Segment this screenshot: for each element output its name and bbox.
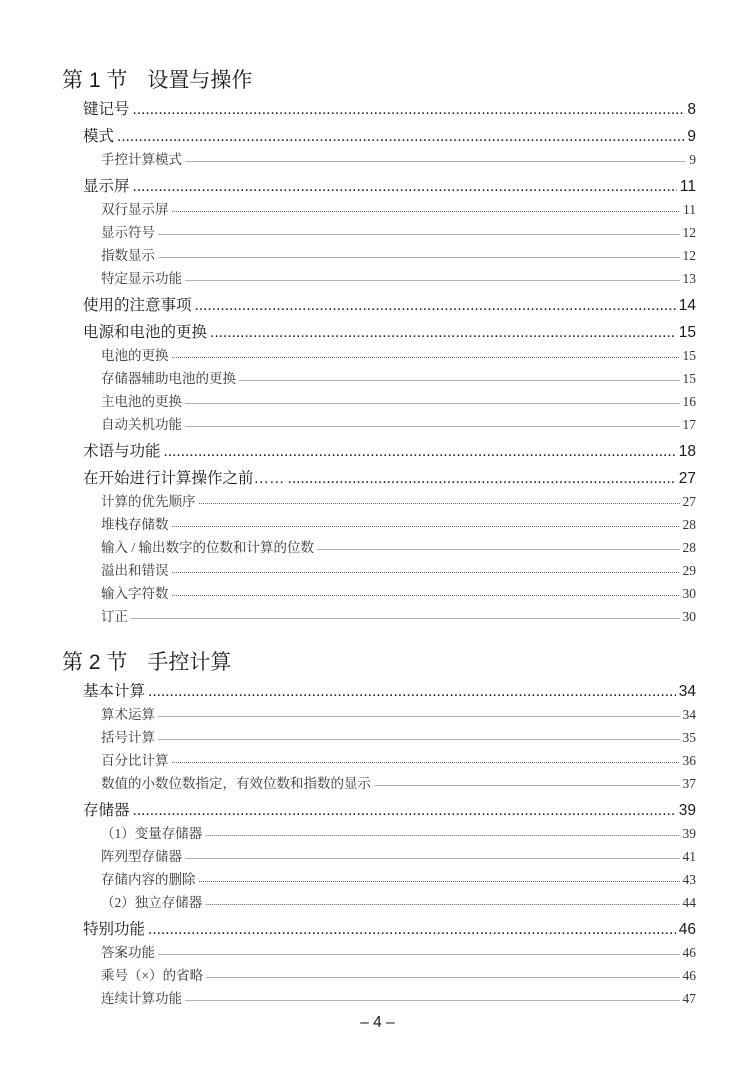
dot-leader <box>317 536 679 559</box>
dot-leader <box>195 294 676 317</box>
dot-leader <box>185 413 680 436</box>
dot-leader <box>172 344 680 367</box>
entry-page-number: 15 <box>682 371 696 386</box>
dot-leader <box>117 125 684 148</box>
dot-leader <box>185 148 686 171</box>
entry-title: 基本计算 <box>83 683 146 700</box>
dot-leader <box>158 703 680 726</box>
toc-item-entry[interactable] <box>62 891 696 914</box>
dot-leader <box>185 267 680 290</box>
toc-group-entry[interactable] <box>62 98 696 121</box>
toc-item-entry[interactable] <box>62 822 696 845</box>
section-number: 第 2 节 <box>62 651 128 674</box>
entry-page-number: 15 <box>678 324 696 341</box>
entry-page-number: 11 <box>679 178 696 195</box>
dot-leader <box>374 772 680 795</box>
dot-leader <box>199 868 680 891</box>
entry-title: 键记号 <box>83 101 130 118</box>
toc-group-entry[interactable] <box>62 175 696 198</box>
dot-leader <box>239 367 680 390</box>
toc-item-entry[interactable] <box>62 964 696 987</box>
entry-title: 电池的更换 <box>101 348 169 363</box>
entry-title: 堆栈存储数 <box>101 517 169 532</box>
dot-leader <box>172 513 680 536</box>
entry-page-number: 36 <box>682 753 696 768</box>
entry-title: （2）独立存储器 <box>101 895 203 910</box>
entry-title: 计算的优先顺序 <box>101 494 196 509</box>
entry-page-number: 9 <box>689 152 696 167</box>
dot-leader <box>172 749 680 772</box>
toc-item-entry[interactable] <box>62 726 696 749</box>
dot-leader <box>185 987 680 1010</box>
toc-group-entry[interactable] <box>62 321 696 344</box>
entry-title: 连续计算功能 <box>101 991 182 1006</box>
entry-title: 电源和电池的更换 <box>83 324 208 341</box>
entry-title: 双行显示屏 <box>101 202 169 217</box>
entry-title: 括号计算 <box>101 730 155 745</box>
entry-title: 存储器辅助电池的更换 <box>101 371 236 386</box>
entry-title: 算术运算 <box>101 707 155 722</box>
entry-title: 显示屏 <box>83 178 130 195</box>
dot-leader <box>158 941 680 964</box>
toc-item-entry[interactable] <box>62 198 696 221</box>
dot-leader <box>172 582 680 605</box>
toc-item-entry[interactable] <box>62 703 696 726</box>
entry-page-number: 46 <box>682 945 696 960</box>
entry-page-number: 16 <box>682 394 696 409</box>
entry-page-number: 37 <box>682 776 696 791</box>
entry-page-number: 27 <box>678 470 696 487</box>
entry-page-number: 28 <box>682 540 696 555</box>
toc-item-entry[interactable] <box>62 941 696 964</box>
entry-page-number: 30 <box>682 586 696 601</box>
dot-leader <box>288 467 676 490</box>
dot-leader <box>199 490 680 513</box>
toc-item-entry[interactable] <box>62 244 696 267</box>
toc-item-entry[interactable] <box>62 490 696 513</box>
entry-title: 模式 <box>83 128 115 145</box>
entry-page-number: 9 <box>687 128 696 145</box>
entry-title: 输入字符数 <box>101 586 169 601</box>
toc-item-entry[interactable] <box>62 749 696 772</box>
toc-item-entry[interactable] <box>62 413 696 436</box>
entry-page-number: 17 <box>682 417 696 432</box>
entry-title: 指数显示 <box>101 248 155 263</box>
toc-item-entry[interactable] <box>62 536 696 559</box>
entry-title: 数值的小数位数指定，有效位数和指数的显示 <box>101 776 371 791</box>
page-number: – 4 – <box>360 1014 395 1031</box>
entry-title: 使用的注意事项 <box>83 297 192 314</box>
dot-leader <box>148 918 676 941</box>
toc-item-entry[interactable] <box>62 344 696 367</box>
entry-title: 特定显示功能 <box>101 271 182 286</box>
entry-page-number: 46 <box>682 968 696 983</box>
entry-page-number: 8 <box>687 101 696 118</box>
entry-page-number: 35 <box>682 730 696 745</box>
entry-page-number: 39 <box>678 802 696 819</box>
section-heading <box>62 64 696 98</box>
entry-title: 手控计算模式 <box>101 152 182 167</box>
entry-page-number: 29 <box>682 563 696 578</box>
toc-group-entry[interactable] <box>62 440 696 463</box>
entry-title: 术语与功能 <box>83 443 161 460</box>
entry-page-number: 44 <box>682 895 696 910</box>
toc-item-entry[interactable] <box>62 582 696 605</box>
section-number: 第 1 节 <box>62 69 128 92</box>
entry-title: 存储器 <box>83 802 130 819</box>
entry-page-number: 28 <box>682 517 696 532</box>
entry-page-number: 41 <box>682 849 696 864</box>
toc-group-entry[interactable] <box>62 294 696 317</box>
entry-page-number: 34 <box>682 707 696 722</box>
dot-leader <box>148 680 676 703</box>
dot-leader <box>133 98 685 121</box>
entry-page-number: 18 <box>678 443 696 460</box>
entry-title: 答案功能 <box>101 945 155 960</box>
dot-leader <box>158 221 680 244</box>
entry-page-number: 14 <box>678 297 696 314</box>
toc-group-entry[interactable] <box>62 799 696 822</box>
entry-page-number: 11 <box>683 202 696 217</box>
table-of-contents <box>62 64 696 1010</box>
toc-item-entry[interactable] <box>62 845 696 868</box>
toc-item-entry[interactable] <box>62 559 696 582</box>
toc-group-entry[interactable] <box>62 125 696 148</box>
toc-item-entry[interactable] <box>62 605 696 628</box>
entry-page-number: 30 <box>682 609 696 624</box>
dot-leader <box>210 321 676 344</box>
dot-leader <box>164 440 676 463</box>
dot-leader <box>172 198 681 221</box>
toc-item-entry[interactable] <box>62 772 696 795</box>
entry-page-number: 34 <box>678 683 696 700</box>
toc-item-entry[interactable] <box>62 267 696 290</box>
entry-title: 存储内容的删除 <box>101 872 196 887</box>
entry-page-number: 13 <box>682 271 696 286</box>
entry-page-number: 12 <box>682 225 696 240</box>
entry-title: 在开始进行计算操作之前…… <box>83 470 285 487</box>
section-heading <box>62 646 696 680</box>
entry-page-number: 27 <box>682 494 696 509</box>
entry-title: 显示符号 <box>101 225 155 240</box>
toc-item-entry[interactable] <box>62 868 696 891</box>
dot-leader <box>158 726 680 749</box>
dot-leader <box>185 845 680 868</box>
toc-item-entry[interactable] <box>62 221 696 244</box>
dot-leader <box>172 559 680 582</box>
dot-leader <box>158 244 680 267</box>
dot-leader <box>131 605 680 628</box>
entry-page-number: 46 <box>678 921 696 938</box>
entry-title: 百分比计算 <box>101 753 169 768</box>
entry-page-number: 39 <box>682 826 696 841</box>
dot-leader <box>205 891 679 914</box>
toc-item-entry[interactable] <box>62 513 696 536</box>
dot-leader <box>185 390 680 413</box>
section-title: 设置与操作 <box>147 69 253 92</box>
entry-title: 特别功能 <box>83 921 146 938</box>
entry-title: 阵列型存储器 <box>101 849 182 864</box>
toc-item-entry[interactable] <box>62 987 696 1010</box>
entry-title: （1）变量存储器 <box>101 826 203 841</box>
entry-title: 自动关机功能 <box>101 417 182 432</box>
entry-title: 乘号（×）的省略 <box>101 968 204 983</box>
entry-page-number: 43 <box>682 872 696 887</box>
entry-page-number: 12 <box>682 248 696 263</box>
entry-title: 输入 / 输出数字的位数和计算的位数 <box>101 540 315 555</box>
entry-title: 主电池的更换 <box>101 394 182 409</box>
dot-leader <box>205 822 679 845</box>
entry-page-number: 47 <box>682 991 696 1006</box>
dot-leader <box>133 175 677 198</box>
dot-leader <box>206 964 679 987</box>
entry-title: 订正 <box>101 609 128 624</box>
entry-title: 溢出和错误 <box>101 563 169 578</box>
toc-item-entry[interactable] <box>62 148 696 171</box>
toc-group-entry[interactable] <box>62 680 696 703</box>
dot-leader <box>133 799 676 822</box>
toc-item-entry[interactable] <box>62 390 696 413</box>
toc-group-entry[interactable] <box>62 918 696 941</box>
entry-page-number: 15 <box>682 348 696 363</box>
toc-group-entry[interactable] <box>62 467 696 490</box>
toc-item-entry[interactable] <box>62 367 696 390</box>
section-title: 手控计算 <box>147 651 232 674</box>
